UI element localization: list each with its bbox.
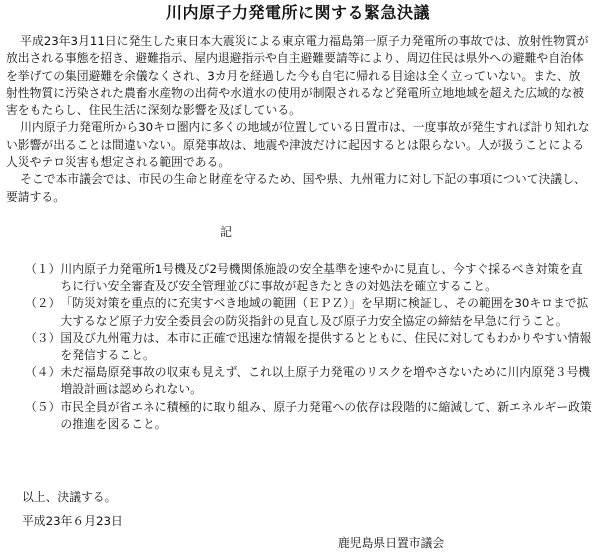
signature: 鹿児島県日置市議会: [338, 536, 445, 550]
document-title: 川内原子力発電所に関する緊急決議: [165, 3, 430, 22]
item-text: 市民全員が省エネに積極的に取り組み、原子力発電への依存は段階的に縮減して、新エネルギー政策の推進を図ること。: [60, 399, 592, 431]
closing-text: 以上、決議する。: [22, 490, 117, 504]
item-number: （３）: [25, 330, 61, 345]
item-text: 川内原子力発電所1号機及び2号機関係施設の安全基準を速やかに見直し、今すぐ採るべき対策を直ちに行い安全審査及び安全管理並びに事故が起きたときの対処法を確立すること。: [60, 262, 583, 294]
list-item: [25, 399, 593, 433]
list-item: [25, 295, 593, 329]
resolution-date: 平成23年６月23日: [22, 514, 123, 528]
item-number: （４）: [25, 365, 61, 380]
demand-list: [25, 261, 593, 433]
item-text: 国及び九州電力は、本市に正確で迅速な情報を提供するとともに、住民に対してもわかりやすい情報を発信すること。: [60, 330, 592, 363]
list-item: [25, 330, 593, 364]
preamble: [6, 33, 590, 206]
list-item: [25, 261, 593, 295]
item-text: 「防災対策を重点的に充実すべき地域の範囲（ＥＰＺ）」を早期に検証し、その範囲を30キロまで拡大するなど原子力安全委員会の防災指針の見直し及び原子力安全協定の締結を早急に行うこと。: [60, 296, 589, 328]
paragraph-1: 平成23年3月11日に発生した東日本大震災による東京電力福島第一原子力発電所の事故では、放射性物質が放出される事態を招き、避難指示、屋内退避指示や自主避難要請等により、周辺住民は県外への避難や自治体を挙げての集団避難を余儀なくされ、3カ月を経過した今も自宅に帰れる目途は全く立っていない。また、放射性物質に汚染された農畜水産物の出荷や水道水の使用が制限されるなど発電所立地地域を超えた広域的な被害をもたらし、住民生活に深刻な影響を及ぼしている。: [6, 34, 589, 118]
ki-heading: 記: [220, 225, 233, 239]
paragraph-2: 川内原子力発電所から30キロ圏内に多くの地域が位置している日置市は、一度事故が発生すれば計り知れない影響が出ることは間違いない。原発事故は、地震や津波だけに起因するとは限らない。人が扱うことによる人災やテロ災害も想定される範囲である。: [6, 120, 590, 170]
paragraph-3: そこで本市議会では、市民の生命と財産を守るため、国や県、九州電力に対し下記の事項について決議し、要請する。: [6, 172, 586, 204]
item-number: （２）: [25, 296, 61, 311]
item-text: 未だ福島原発事故の収束も見えず、これ以上原子力発電のリスクを増やさないために川内原発３号機増設計画は認められない。: [60, 365, 591, 397]
item-number: （５）: [25, 399, 61, 414]
item-number: （１）: [25, 262, 61, 276]
list-item: [25, 364, 593, 398]
